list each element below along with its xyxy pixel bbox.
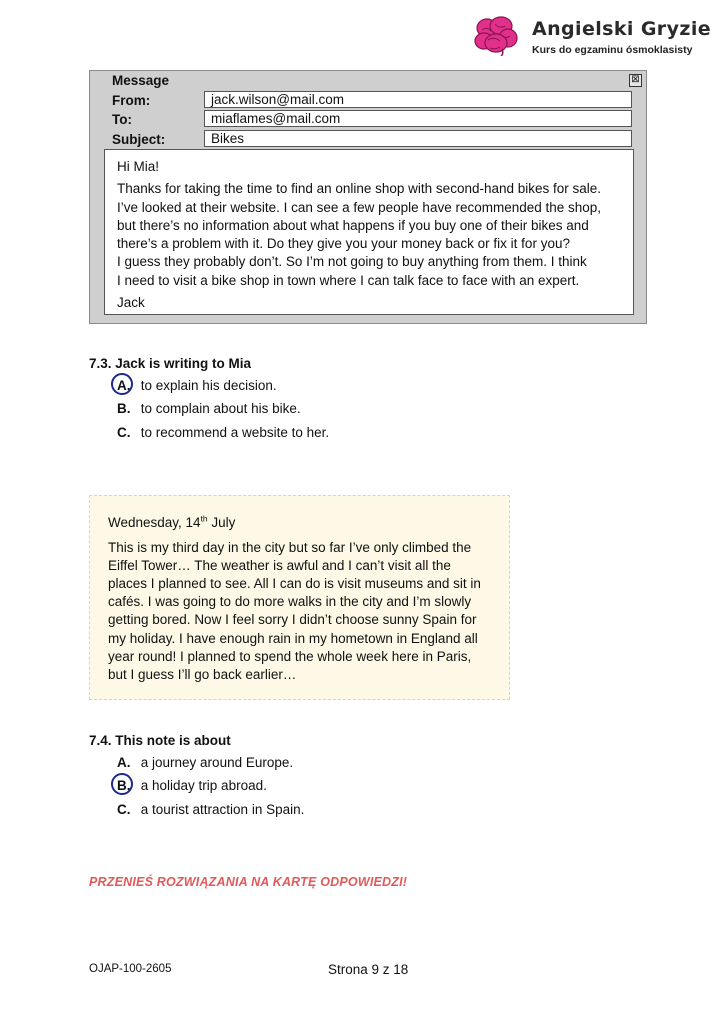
note-line: year round! I planned to spend the whole week here in Paris, <box>108 648 472 664</box>
option-letter: A. <box>117 755 131 770</box>
brand-title: Angielski Gryzie <box>532 18 712 40</box>
email-window <box>89 70 647 324</box>
from-field: jack.wilson@mail.com <box>204 91 632 108</box>
question-7-3-option-c <box>117 423 329 443</box>
email-line: I need to visit a bike shop in town where I can talk face to face with an expert. <box>117 272 580 288</box>
diary-note <box>89 495 510 700</box>
note-date: Wednesday, 14th July <box>108 513 236 530</box>
brain-icon <box>474 16 518 56</box>
answer-circle <box>111 773 133 795</box>
to-label: To: <box>112 112 132 127</box>
note-line: cafés. I was going to do more walks in the city and I’m slowly <box>108 594 472 610</box>
answer-sheet-instruction: PRZENIEŚ ROZWIĄZANIA NA KARTĘ ODPOWIEDZI! <box>89 875 408 889</box>
question-7-4-title: 7.4. This note is about <box>89 733 231 748</box>
subject-label: Subject: <box>112 132 166 147</box>
question-7-4-option-a <box>117 753 293 773</box>
note-line: my holiday. I have enough rain in my hometown in England all <box>108 630 478 646</box>
email-line: Thanks for taking the time to find an online shop with second-hand bikes for sale. <box>117 181 602 197</box>
note-line: getting bored. Now I feel sorry I didn’t choose sunny Spain for <box>108 612 477 628</box>
question-7-4-option-c <box>117 800 304 820</box>
option-text: a tourist attraction in Spain. <box>140 802 305 817</box>
option-letter: A. <box>117 378 131 393</box>
email-line: there’s a problem with it. Do they give you your money back or fix it for you? <box>117 236 570 252</box>
email-line: I’ve looked at their website. I can see a few people have recommended the shop, <box>117 199 602 215</box>
option-text: to recommend a website to her. <box>140 425 330 440</box>
window-title: Message <box>112 73 170 88</box>
question-7-3-option-a <box>117 376 277 396</box>
brand-subtitle: Kurs do egzaminu ósmoklasisty <box>532 44 693 56</box>
note-line: places I planned to see. All I can do is visit museums and sit in <box>108 576 481 592</box>
email-greeting: Hi Mia! <box>117 159 160 174</box>
question-7-4-option-b <box>117 776 267 796</box>
note-line: Eiffel Tower… The weather is awful and I can’t visit all the <box>108 558 451 574</box>
note-line: but I guess I’ll go back earlier… <box>108 666 297 682</box>
option-letter: C. <box>117 425 131 440</box>
subject-field: Bikes <box>204 130 632 147</box>
option-letter: B. <box>117 401 131 416</box>
option-text: a journey around Europe. <box>140 755 294 770</box>
email-line: I guess they probably don’t. So I’m not going to buy anything from them. I think <box>117 254 587 270</box>
exam-code: OJAP-100-2605 <box>89 963 172 975</box>
to-field: miaflames@mail.com <box>204 110 632 127</box>
option-text: to complain about his bike. <box>140 401 301 416</box>
option-text: to explain his decision. <box>140 378 277 393</box>
page-number: Strona 9 z 18 <box>328 962 409 977</box>
option-letter: B. <box>117 778 131 793</box>
option-text: a holiday trip abroad. <box>140 778 267 793</box>
close-icon: ⊠ <box>629 74 642 87</box>
question-7-3-option-b <box>117 399 301 419</box>
brand-logo <box>474 14 714 58</box>
email-signature: Jack <box>117 295 145 311</box>
question-7-3-title: 7.3. Jack is writing to Mia <box>89 356 252 371</box>
email-body <box>104 149 634 315</box>
option-letter: C. <box>117 802 131 817</box>
answer-circle <box>111 373 133 395</box>
email-line: but there’s no information about what happens if you buy one of their bikes and <box>117 217 589 233</box>
from-label: From: <box>112 93 151 108</box>
note-line: This is my third day in the city but so far I’ve only climbed the <box>108 540 472 556</box>
